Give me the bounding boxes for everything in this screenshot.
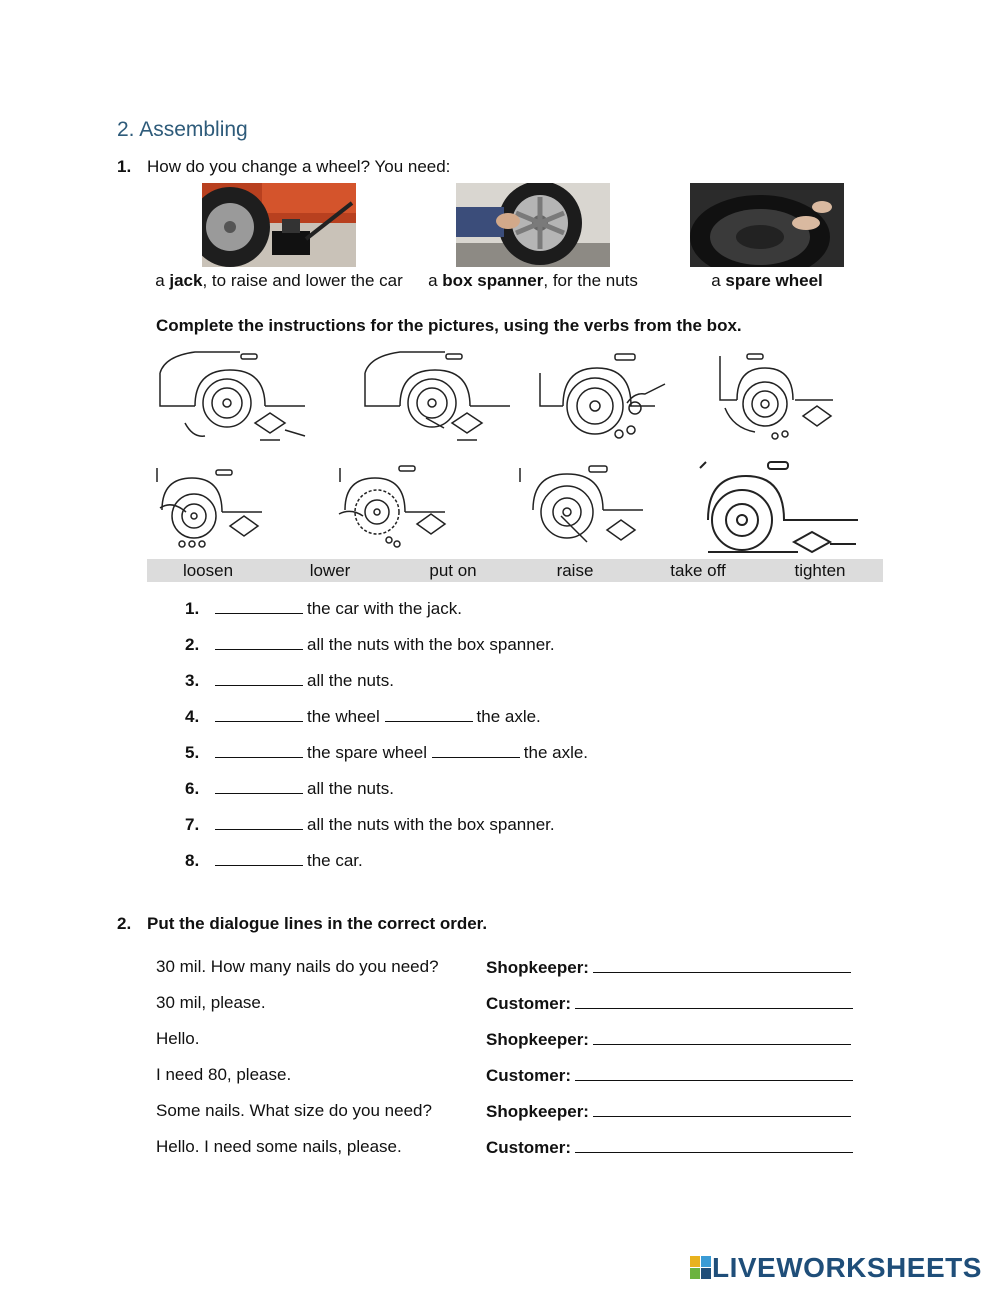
step-4: 4. the wheel the axle. (185, 707, 541, 726)
step-8: 8. the car. (185, 851, 363, 870)
car-lowered-drawing-8 (698, 458, 873, 558)
dialogue-line: 30 mil. How many nails do you need? (156, 957, 439, 976)
dialogue-line: 30 mil, please. (156, 993, 266, 1012)
dialogue-answer-line[interactable] (593, 1101, 851, 1117)
answer-blank[interactable] (215, 814, 303, 830)
verb-raise: raise (556, 561, 594, 580)
verb-put-on: put on (429, 561, 477, 580)
question-1-number: 1. (117, 157, 132, 176)
caption-jack: a jack, to raise and lower the car (155, 271, 403, 290)
dialogue-answer-line[interactable] (575, 993, 853, 1009)
car-wheel-drawing-4 (715, 348, 875, 448)
car-wheel-drawing-6 (335, 460, 495, 560)
step-2: 2. all the nuts with the box spanner. (185, 635, 555, 654)
jack-photo (202, 183, 356, 267)
verb-take-off: take off (670, 561, 726, 580)
dialogue-line: Hello. I need some nails, please. (156, 1137, 402, 1156)
speaker-row: Shopkeeper: (486, 1029, 866, 1050)
caption-box-spanner: a box spanner, for the nuts (428, 271, 638, 290)
dialogue-line: Hello. (156, 1029, 200, 1048)
verb-lower: lower (309, 561, 351, 580)
speaker-row: Customer: (486, 993, 866, 1014)
step-6: 6. all the nuts. (185, 779, 394, 798)
speaker-row: Customer: (486, 1137, 866, 1158)
step-7: 7. all the nuts with the box spanner. (185, 815, 555, 834)
answer-blank[interactable] (385, 706, 473, 722)
dialogue-answer-line[interactable] (575, 1065, 853, 1081)
answer-blank[interactable] (215, 706, 303, 722)
verb-box (147, 559, 883, 582)
answer-blank[interactable] (215, 850, 303, 866)
speaker-row: Shopkeeper: (486, 957, 866, 978)
car-wheel-drawing-5 (152, 460, 312, 560)
car-wheel-drawing-7 (515, 460, 675, 560)
question-2-number: 2. (117, 914, 132, 933)
dialogue-answer-line[interactable] (575, 1137, 853, 1153)
instruction-text: Complete the instructions for the pictures, using the verbs from the box. (156, 316, 742, 335)
liveworksheets-logo (690, 1251, 982, 1285)
car-jack-drawing-2 (360, 348, 520, 448)
dialogue-answer-line[interactable] (593, 957, 851, 973)
logo-text: LIVEWORKSHEETS (712, 1252, 982, 1283)
verb-loosen: loosen (182, 561, 234, 580)
step-5: 5. the spare wheel the axle. (185, 743, 589, 762)
logo-mark-icon (690, 1256, 712, 1280)
question-2 (117, 914, 487, 934)
answer-blank[interactable] (215, 670, 303, 686)
verb-tighten: tighten (794, 561, 846, 580)
answer-blank[interactable] (215, 598, 303, 614)
step-1: 1. the car with the jack. (185, 599, 462, 618)
step-3: 3. all the nuts. (185, 671, 394, 690)
speaker-row: Shopkeeper: (486, 1101, 866, 1122)
dialogue-line: Some nails. What size do you need? (156, 1101, 432, 1120)
answer-blank[interactable] (215, 634, 303, 650)
box-spanner-photo (456, 183, 610, 267)
question-1 (117, 157, 450, 177)
answer-blank[interactable] (432, 742, 520, 758)
question-1-text: How do you change a wheel? You need: (147, 157, 451, 176)
speaker-row: Customer: (486, 1065, 866, 1086)
car-jack-drawing-1 (155, 348, 315, 448)
caption-spare-wheel: a spare wheel (711, 271, 823, 290)
answer-blank[interactable] (215, 778, 303, 794)
dialogue-answer-line[interactable] (593, 1029, 851, 1045)
answer-blank[interactable] (215, 742, 303, 758)
car-nuts-drawing-3 (535, 348, 695, 448)
question-2-text: Put the dialogue lines in the correct order. (147, 914, 488, 933)
section-title: 2. Assembling (117, 118, 248, 141)
spare-wheel-photo (690, 183, 844, 267)
dialogue-line: I need 80, please. (156, 1065, 292, 1084)
